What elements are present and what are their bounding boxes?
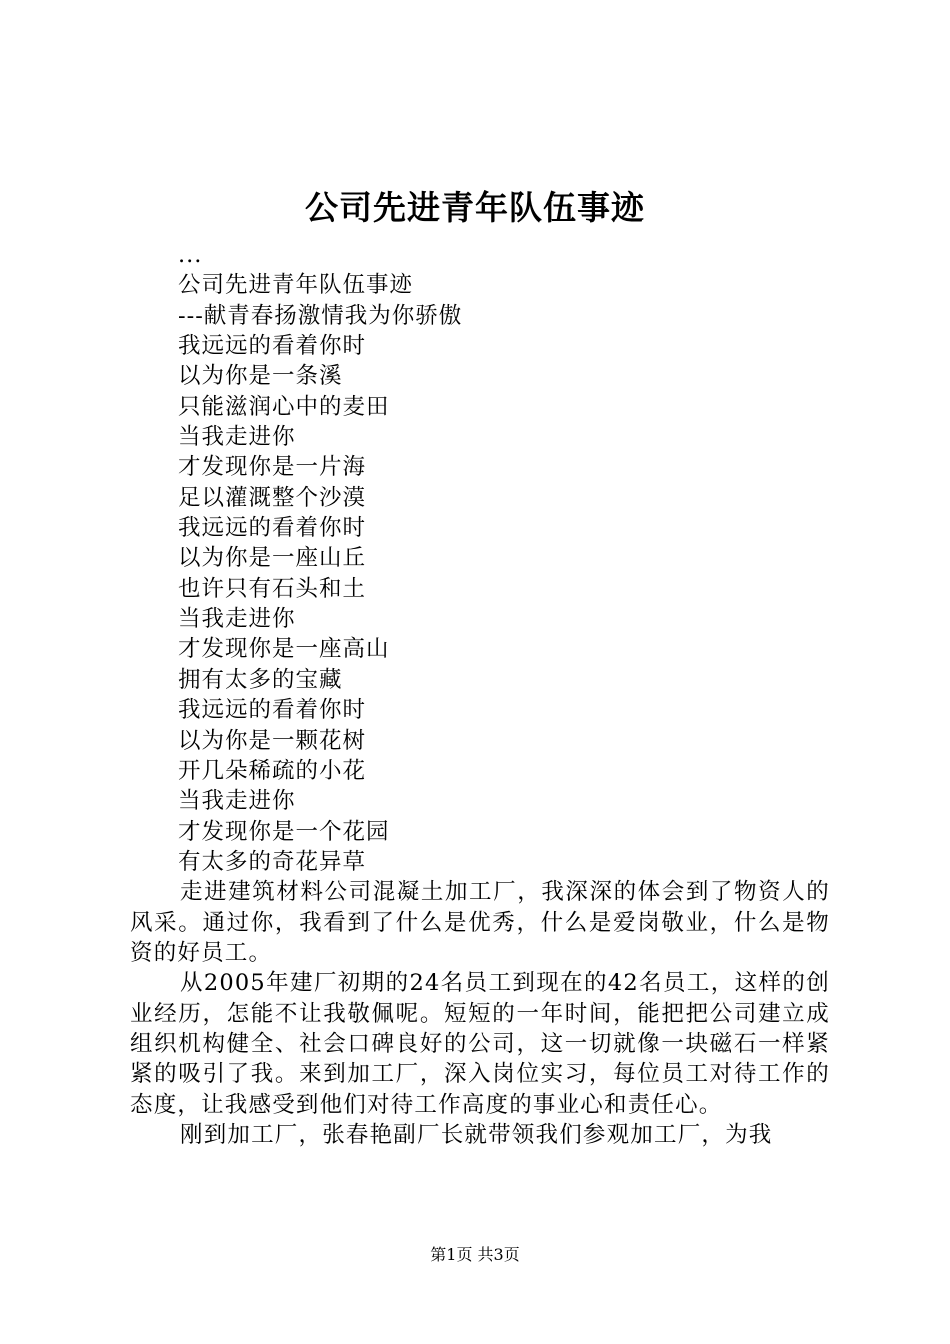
poem-line: 才发现你是一座高山 xyxy=(178,636,390,663)
body-paragraph: 从2005年建厂初期的24名员工到现在的42名员工，这样的创业经历，怎能不让我敬佩呢。短短的一年时间，能把把公司建立成组织机构健全、社会口碑良好的公司，这一切就像一块磁石一样紧紧的吸引了我。来到加工厂，深入岗位实习，每位员工对待工作的态度，让我感受到他们对待工作高度的事业心和责任心。 xyxy=(130,970,830,1118)
body-paragraph: 刚到加工厂，张春艳副厂长就带领我们参观加工厂，为我 xyxy=(180,1121,773,1148)
page-footer: 第1页 共3页 xyxy=(430,1245,520,1264)
poem-line: 以为你是一颗花树 xyxy=(178,727,367,754)
poem-line: 才发现你是一片海 xyxy=(178,454,367,481)
poem-line: 当我走进你 xyxy=(178,424,296,451)
poem-line: 我远远的看着你时 xyxy=(178,333,367,360)
poem-line: 以为你是一条溪 xyxy=(178,363,343,390)
poem-line: 拥有太多的宝藏 xyxy=(178,666,343,693)
document-title: 公司先进青年队伍事迹 xyxy=(305,188,645,227)
poem-line: 足以灌溉整个沙漠 xyxy=(178,484,367,511)
poem-line: 我远远的看着你时 xyxy=(178,515,367,542)
poem-line: ... xyxy=(178,242,203,268)
body-paragraph: 走进建筑材料公司混凝土加工厂，我深深的体会到了物资人的风采。通过你，我看到了什么是优秀，什么是爱岗敬业，什么是物资的好员工。 xyxy=(130,879,830,966)
poem-line: 以为你是一座山丘 xyxy=(178,545,367,572)
poem-line: 公司先进青年队伍事迹 xyxy=(178,272,414,299)
document-body xyxy=(130,240,830,1150)
poem-line: 也许只有石头和土 xyxy=(178,575,367,602)
poem-line: 当我走进你 xyxy=(178,606,296,633)
poem-line: 才发现你是一个花园 xyxy=(178,818,390,845)
poem-line: 当我走进你 xyxy=(178,788,296,815)
poem-line: ---献青春扬激情我为你骄傲 xyxy=(178,302,463,329)
poem-line: 有太多的奇花异草 xyxy=(178,848,367,875)
poem-line: 只能滋润心中的麦田 xyxy=(178,393,390,420)
poem-line: 我远远的看着你时 xyxy=(178,697,367,724)
poem-line: 开几朵稀疏的小花 xyxy=(178,757,367,784)
